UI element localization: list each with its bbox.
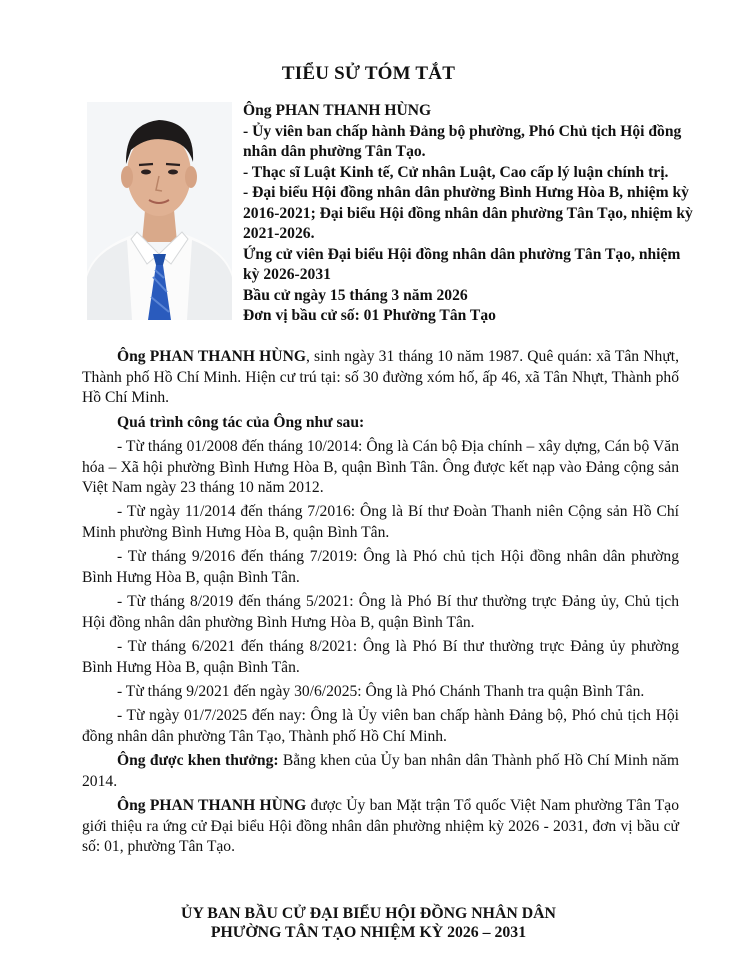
career-item: - Từ tháng 01/2008 đến tháng 10/2014: Ông là Cán bộ Địa chính – xây dựng, Cán bộ Văn hóa – Xã hội phường Bình Hưng Hòa B, quận Bình Tân. Ông được kết nạp vào Đảng cộng sản Việt Nam ngày 23 tháng 10 năm 2012.: [82, 437, 679, 497]
nomination-paragraph: [82, 796, 679, 858]
intro-paragraph: [82, 347, 679, 409]
intro-name: Ông PHAN THANH HÙNG: [117, 348, 306, 365]
award-text: Bằng khen của Ủy ban nhân dân Thành phố Hồ Chí Minh năm 2014.: [82, 752, 680, 790]
header-line-election-date: Bầu cử ngày 15 tháng 3 năm 2026: [243, 286, 468, 304]
nomination-name: Ông PHAN THANH HÙNG: [117, 797, 307, 815]
footer-line-1: ỦY BAN BẦU CỬ ĐẠI BIỂU HỘI ĐỒNG NHÂN DÂN: [181, 905, 556, 922]
portrait-photo: [87, 102, 232, 320]
career-item: - Từ ngày 11/2014 đến tháng 7/2016: Ông là Bí thư Đoàn Thanh niên Cộng sản Hồ Chí Minh phường Bình Hưng Hòa B, quận Bình Tân.: [82, 503, 679, 542]
award-label: Ông được khen thưởng:: [117, 752, 279, 770]
award-paragraph: [82, 751, 679, 792]
career-item: - Từ tháng 6/2021 đến tháng 8/2021: Ông là Phó Bí thư thường trực Đảng ủy phường Bình Hưng Hòa B, quận Bình Tân.: [82, 638, 679, 676]
candidate-name: Ông PHAN THANH HÙNG: [243, 102, 432, 119]
career-item: - Từ tháng 9/2021 đến ngày 30/6/2025: Ông là Phó Chánh Thanh tra quận Bình Tân.: [117, 683, 645, 701]
biography-body: [82, 347, 679, 862]
footer-line-2: PHƯỜNG TÂN TẠO NHIỆM KỲ 2026 – 2031: [210, 924, 527, 941]
career-item: - Từ tháng 9/2016 đến tháng 7/2019: Ông là Phó chủ tịch Hội đồng nhân dân phường Bình Hưng Hòa B, quận Bình Tân.: [82, 548, 679, 587]
portrait-photo-image: [87, 102, 232, 320]
career-item: - Từ ngày 01/7/2025 đến nay: Ông là Ủy viên ban chấp hành Đảng bộ, Phó chủ tịch Hội đồng nhân dân phường Tân Tạo, Thành phố Hồ Chí Minh.: [82, 707, 679, 745]
header-line-delegate: - Đại biểu Hội đồng nhân dân phường Bình Hưng Hòa B, nhiệm kỳ 2016-2021; Đại biểu Hội đồng nhân dân phường Tân Tạo, nhiệm kỳ 2021-2026.: [243, 184, 693, 242]
header-line-candidacy: Ứng cử viên Đại biểu Hội đồng nhân dân phường Tân Tạo, nhiệm kỳ 2026-2031: [243, 245, 681, 283]
candidate-header: [243, 101, 698, 327]
career-item: - Từ tháng 8/2019 đến tháng 5/2021: Ông là Phó Bí thư thường trực Đảng ủy, Chủ tịch Hội đồng nhân dân phường Bình Hưng Hòa B, quận Bình Tân.: [82, 593, 679, 631]
document-title: TIỂU SỬ TÓM TẮT: [281, 63, 456, 84]
nomination-text: được Ủy ban Mặt trận Tổ quốc Việt Nam phường Tân Tạo giới thiệu ra ứng cử Đại biểu Hội đồng nhân dân phường nhiệm kỳ 2026 - 2031, đơn vị bầu cử số: 01, phường Tân Tạo.: [82, 797, 680, 856]
header-line-position: - Ủy viên ban chấp hành Đảng bộ phường, Phó Chủ tịch Hội đồng nhân dân phường Tân Tạo.: [243, 122, 682, 160]
intro-text: , sinh ngày 31 tháng 10 năm 1987. Quê quán: xã Tân Nhựt, Thành phố Hồ Chí Minh. Hiện cư trú tại: số 30 đường xóm hố, ấp 46, xã Tân Nhựt, Thành phố Hồ Chí Minh.: [82, 348, 680, 407]
issuer-footer: [0, 904, 737, 942]
career-heading: Quá trình công tác của Ông như sau:: [117, 413, 365, 431]
header-line-election-unit: Đơn vị bầu cử số: 01 Phường Tân Tạo: [243, 307, 496, 324]
header-line-education: - Thạc sĩ Luật Kinh tế, Cử nhân Luật, Cao cấp lý luận chính trị.: [243, 163, 669, 181]
